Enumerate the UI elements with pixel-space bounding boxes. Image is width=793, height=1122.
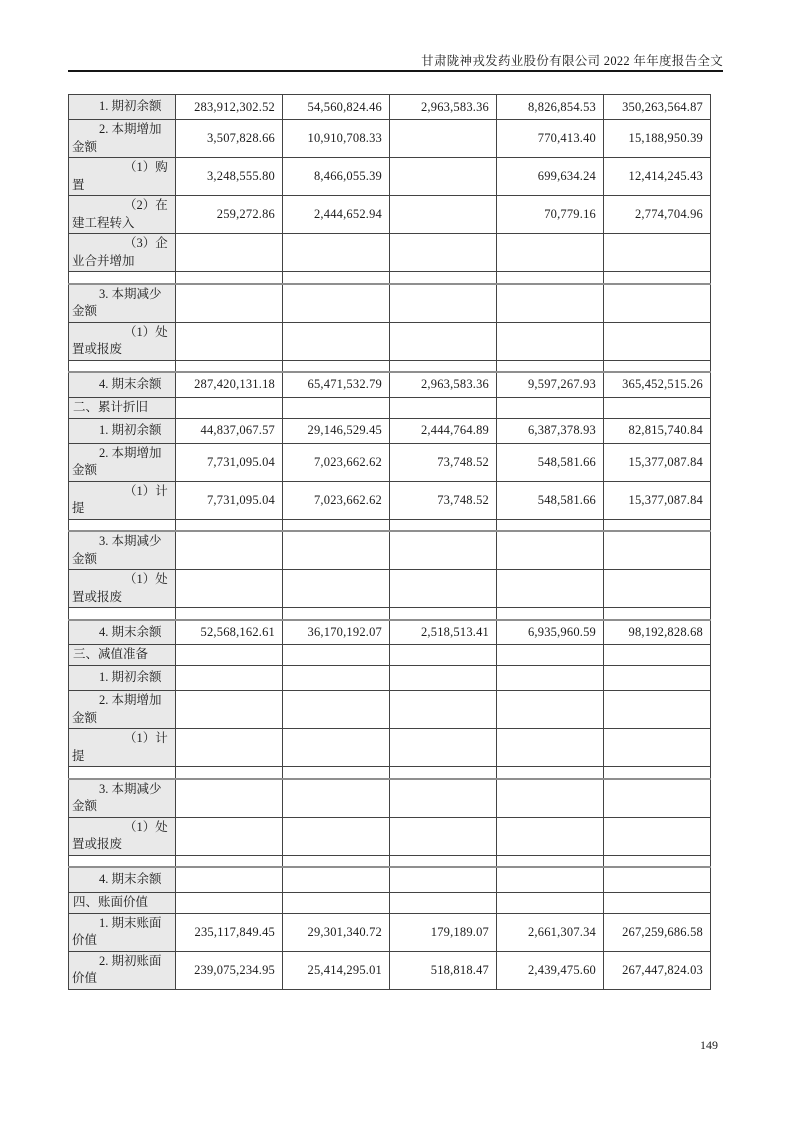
cell-value: 770,413.40 [497, 120, 604, 158]
cell-value [390, 729, 497, 767]
table-row [69, 570, 711, 608]
cell-value [604, 817, 711, 855]
cell-value [497, 666, 604, 691]
cell-value: 52,568,162.61 [176, 620, 283, 645]
cell-value [390, 519, 497, 531]
table-row [69, 531, 711, 570]
row-label: 二、累计折旧 [69, 397, 176, 418]
cell-value [283, 779, 390, 818]
cell-value: 179,189.07 [390, 913, 497, 951]
cell-value [604, 691, 711, 729]
table-row [69, 666, 711, 691]
fixed-assets-table [68, 94, 711, 990]
cell-value [604, 234, 711, 272]
cell-value [176, 817, 283, 855]
table-row [69, 855, 711, 867]
cell-value [390, 397, 497, 418]
cell-value [497, 397, 604, 418]
row-label: 4. 期末余额 [69, 372, 176, 397]
row-label: 3. 本期减少金额 [69, 779, 176, 818]
row-label: 3. 本期减少金额 [69, 531, 176, 570]
row-label: 2. 本期增加金额 [69, 691, 176, 729]
cell-value: 518,818.47 [390, 951, 497, 989]
cell-value: 3,507,828.66 [176, 120, 283, 158]
row-label: （1）计提 [69, 729, 176, 767]
cell-value: 54,560,824.46 [283, 95, 390, 120]
cell-value: 8,826,854.53 [497, 95, 604, 120]
table-row [69, 729, 711, 767]
cell-value [604, 608, 711, 620]
row-label [69, 608, 176, 620]
cell-value [176, 691, 283, 729]
cell-value [176, 892, 283, 913]
cell-value: 2,444,652.94 [283, 196, 390, 234]
table-row [69, 322, 711, 360]
cell-value [390, 360, 497, 372]
cell-value [497, 867, 604, 892]
cell-value: 44,837,067.57 [176, 418, 283, 443]
cell-value [604, 645, 711, 666]
cell-value [497, 570, 604, 608]
cell-value [176, 284, 283, 323]
table-row [69, 397, 711, 418]
cell-value [604, 272, 711, 284]
cell-value [604, 284, 711, 323]
cell-value: 267,447,824.03 [604, 951, 711, 989]
cell-value: 70,779.16 [497, 196, 604, 234]
table-row [69, 120, 711, 158]
cell-value [497, 645, 604, 666]
row-label: 2. 期初账面价值 [69, 951, 176, 989]
row-label: 2. 本期增加金额 [69, 120, 176, 158]
table-row [69, 620, 711, 645]
cell-value [497, 892, 604, 913]
table-row [69, 158, 711, 196]
cell-value [390, 817, 497, 855]
cell-value: 98,192,828.68 [604, 620, 711, 645]
row-label: （1）计提 [69, 481, 176, 519]
cell-value [604, 867, 711, 892]
cell-value [283, 729, 390, 767]
cell-value [604, 519, 711, 531]
table-row [69, 608, 711, 620]
cell-value [390, 234, 497, 272]
cell-value [390, 196, 497, 234]
report-header-title: 甘肃陇神戎发药业股份有限公司 2022 年年度报告全文 [421, 54, 723, 68]
row-label [69, 360, 176, 372]
table-row [69, 234, 711, 272]
cell-value: 235,117,849.45 [176, 913, 283, 951]
table-row [69, 196, 711, 234]
cell-value [176, 855, 283, 867]
cell-value: 73,748.52 [390, 481, 497, 519]
cell-value: 2,661,307.34 [497, 913, 604, 951]
cell-value [604, 855, 711, 867]
cell-value [604, 397, 711, 418]
cell-value [283, 570, 390, 608]
cell-value: 2,518,513.41 [390, 620, 497, 645]
cell-value [390, 767, 497, 779]
cell-value: 82,815,740.84 [604, 418, 711, 443]
cell-value [176, 234, 283, 272]
cell-value: 15,188,950.39 [604, 120, 711, 158]
table-row [69, 951, 711, 989]
row-label: 2. 本期增加金额 [69, 443, 176, 481]
cell-value [176, 322, 283, 360]
cell-value [176, 360, 283, 372]
cell-value: 73,748.52 [390, 443, 497, 481]
cell-value [390, 272, 497, 284]
table-row [69, 779, 711, 818]
cell-value: 9,597,267.93 [497, 372, 604, 397]
cell-value [390, 158, 497, 196]
cell-value [283, 531, 390, 570]
row-label: 1. 期初余额 [69, 95, 176, 120]
row-label [69, 767, 176, 779]
cell-value: 3,248,555.80 [176, 158, 283, 196]
cell-value [604, 322, 711, 360]
table-row [69, 691, 711, 729]
cell-value: 29,146,529.45 [283, 418, 390, 443]
cell-value [176, 779, 283, 818]
cell-value [283, 892, 390, 913]
cell-value: 2,963,583.36 [390, 95, 497, 120]
row-label: （1）处置或报废 [69, 817, 176, 855]
row-label: 三、减值准备 [69, 645, 176, 666]
cell-value [390, 691, 497, 729]
cell-value: 7,023,662.62 [283, 481, 390, 519]
row-label: 1. 期初余额 [69, 418, 176, 443]
cell-value [176, 767, 283, 779]
cell-value [176, 531, 283, 570]
cell-value [283, 817, 390, 855]
table-row [69, 272, 711, 284]
cell-value: 6,935,960.59 [497, 620, 604, 645]
cell-value [283, 855, 390, 867]
cell-value [497, 322, 604, 360]
row-label: （1）处置或报废 [69, 570, 176, 608]
cell-value [497, 817, 604, 855]
cell-value: 15,377,087.84 [604, 443, 711, 481]
row-label: 4. 期末余额 [69, 867, 176, 892]
cell-value [497, 767, 604, 779]
row-label [69, 855, 176, 867]
cell-value: 365,452,515.26 [604, 372, 711, 397]
cell-value [283, 608, 390, 620]
cell-value [497, 729, 604, 767]
cell-value [283, 322, 390, 360]
cell-value: 267,259,686.58 [604, 913, 711, 951]
cell-value [497, 691, 604, 729]
cell-value: 29,301,340.72 [283, 913, 390, 951]
cell-value [283, 234, 390, 272]
table-row [69, 481, 711, 519]
row-label: （2）在建工程转入 [69, 196, 176, 234]
cell-value [497, 272, 604, 284]
cell-value [497, 531, 604, 570]
cell-value: 2,444,764.89 [390, 418, 497, 443]
cell-value [497, 608, 604, 620]
table-row [69, 360, 711, 372]
table-row [69, 892, 711, 913]
cell-value [283, 867, 390, 892]
cell-value [390, 284, 497, 323]
row-label [69, 519, 176, 531]
cell-value [604, 892, 711, 913]
cell-value [497, 284, 604, 323]
cell-value: 699,634.24 [497, 158, 604, 196]
header-divider [68, 70, 723, 72]
cell-value: 287,420,131.18 [176, 372, 283, 397]
cell-value [497, 855, 604, 867]
cell-value [390, 779, 497, 818]
table-row [69, 519, 711, 531]
cell-value [390, 867, 497, 892]
cell-value: 259,272.86 [176, 196, 283, 234]
table-row [69, 95, 711, 120]
row-label: 4. 期末余额 [69, 620, 176, 645]
cell-value [176, 397, 283, 418]
cell-value: 12,414,245.43 [604, 158, 711, 196]
cell-value: 10,910,708.33 [283, 120, 390, 158]
cell-value [604, 531, 711, 570]
cell-value [283, 767, 390, 779]
table-row [69, 284, 711, 323]
cell-value: 7,731,095.04 [176, 481, 283, 519]
cell-value [176, 867, 283, 892]
cell-value [604, 779, 711, 818]
cell-value: 7,023,662.62 [283, 443, 390, 481]
cell-value [390, 322, 497, 360]
cell-value [390, 531, 497, 570]
cell-value: 2,439,475.60 [497, 951, 604, 989]
cell-value: 239,075,234.95 [176, 951, 283, 989]
cell-value [283, 645, 390, 666]
cell-value [604, 729, 711, 767]
cell-value [283, 272, 390, 284]
row-label: 四、账面价值 [69, 892, 176, 913]
cell-value [497, 779, 604, 818]
cell-value [176, 729, 283, 767]
row-label: 1. 期初余额 [69, 666, 176, 691]
cell-value: 548,581.66 [497, 481, 604, 519]
row-label: 1. 期末账面价值 [69, 913, 176, 951]
row-label [69, 272, 176, 284]
table-row [69, 767, 711, 779]
cell-value [176, 519, 283, 531]
cell-value [390, 608, 497, 620]
table-row [69, 645, 711, 666]
cell-value: 65,471,532.79 [283, 372, 390, 397]
cell-value: 15,377,087.84 [604, 481, 711, 519]
cell-value [497, 519, 604, 531]
table-row [69, 443, 711, 481]
row-label: （3）企业合并增加 [69, 234, 176, 272]
cell-value [176, 570, 283, 608]
cell-value [283, 691, 390, 729]
cell-value: 6,387,378.93 [497, 418, 604, 443]
cell-value [604, 570, 711, 608]
cell-value: 25,414,295.01 [283, 951, 390, 989]
cell-value [176, 272, 283, 284]
cell-value [176, 608, 283, 620]
cell-value: 8,466,055.39 [283, 158, 390, 196]
cell-value: 2,774,704.96 [604, 196, 711, 234]
cell-value [390, 645, 497, 666]
cell-value [283, 284, 390, 323]
cell-value [283, 519, 390, 531]
cell-value [283, 666, 390, 691]
row-label: （1）处置或报废 [69, 322, 176, 360]
cell-value: 36,170,192.07 [283, 620, 390, 645]
row-label: （1）购置 [69, 158, 176, 196]
cell-value: 283,912,302.52 [176, 95, 283, 120]
cell-value [176, 645, 283, 666]
cell-value [604, 666, 711, 691]
cell-value: 350,263,564.87 [604, 95, 711, 120]
table-row [69, 913, 711, 951]
table-body [69, 95, 711, 990]
page-number: 149 [700, 1038, 718, 1052]
cell-value [176, 666, 283, 691]
cell-value: 7,731,095.04 [176, 443, 283, 481]
cell-value [604, 767, 711, 779]
cell-value [390, 570, 497, 608]
cell-value [283, 397, 390, 418]
cell-value: 548,581.66 [497, 443, 604, 481]
table-row [69, 817, 711, 855]
cell-value [283, 360, 390, 372]
cell-value [390, 666, 497, 691]
cell-value [390, 892, 497, 913]
row-label: 3. 本期减少金额 [69, 284, 176, 323]
table-row [69, 867, 711, 892]
cell-value [497, 234, 604, 272]
cell-value [390, 120, 497, 158]
cell-value [497, 360, 604, 372]
table-row [69, 418, 711, 443]
cell-value [390, 855, 497, 867]
table-row [69, 372, 711, 397]
cell-value [604, 360, 711, 372]
cell-value: 2,963,583.36 [390, 372, 497, 397]
